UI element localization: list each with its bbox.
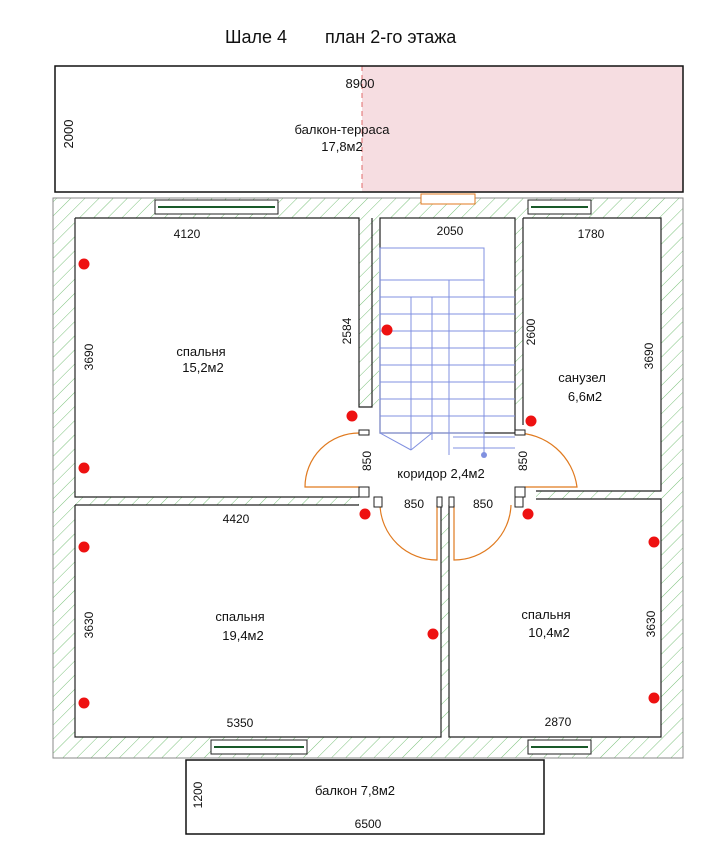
title-model: Шале 4 [225,27,288,47]
terrace [55,66,683,192]
corridor-label: коридор 2,4м2 [397,466,485,481]
outlet-dot [382,325,393,336]
outlet-dot [526,416,537,427]
dim-bedroom-sw-width: 5350 [226,716,254,730]
bedroom-sw-name: спальня [215,609,265,624]
dim-bedroom-nw-depth: 3690 [82,343,96,371]
bathroom-name: санузел [558,370,606,385]
dim-bedroom-se-width: 2870 [544,715,572,729]
door-bedroom-nw [305,433,359,487]
bedroom-se-name: спальня [521,607,571,622]
outlet-dot [79,542,90,553]
dim-bedroom-sw-depth: 3630 [82,611,96,639]
balcony-label: балкон 7,8м2 [314,783,396,798]
terrace-area: 17,8м2 [321,139,363,154]
dim-door-center-left: 850 [403,497,425,511]
outlet-dot [523,509,534,520]
staircase [380,248,515,455]
terrace-highlight [362,66,683,192]
bathroom-area: 6,6м2 [567,389,603,404]
dim-door-center-right: 850 [472,497,494,511]
dim-bedroom-nw-width: 4120 [173,227,201,241]
balcony-depth-dim: 1200 [191,781,205,809]
dim-bath-depth: 3690 [642,342,656,370]
dim-bedroom-se-depth: 3630 [644,610,658,638]
dim-bath-width: 1780 [577,227,605,241]
outlet-dot [649,693,660,704]
exterior-walls [53,198,683,758]
dim-door-right: 850 [516,450,530,472]
terrace-name: балкон-терраса [294,122,390,137]
outlet-dot [347,411,358,422]
bedroom-nw-area: 15,2м2 [182,360,224,375]
door-bedroom-sw [380,505,437,560]
bedroom-sw-area: 19,4м2 [222,628,264,643]
terrace-depth-dim: 2000 [61,119,76,149]
outlet-dot [428,629,439,640]
dim-door-left: 850 [360,450,374,472]
outlet-dot [79,698,90,709]
bedroom-nw-name: спальня [176,344,226,359]
dim-stair-width: 2050 [436,224,464,238]
door-bedroom-se [454,505,511,560]
outlet-dot [649,537,660,548]
bedroom-se-area: 10,4м2 [528,625,570,640]
balcony [186,760,544,834]
balcony-width-dim: 6500 [354,817,382,831]
outlet-dot [79,463,90,474]
outlet-dot [79,259,90,270]
dim-stair-left: 2584 [340,317,354,345]
terrace-width-dim: 8900 [345,76,375,91]
outlet-dot [360,509,371,520]
dim-stair-right: 2600 [524,318,538,346]
terrace-door [421,194,475,204]
dim-corridor-width: 4420 [222,512,250,526]
title-plan: план 2-го этажа [325,27,457,47]
stair-arrow-start [481,452,487,458]
